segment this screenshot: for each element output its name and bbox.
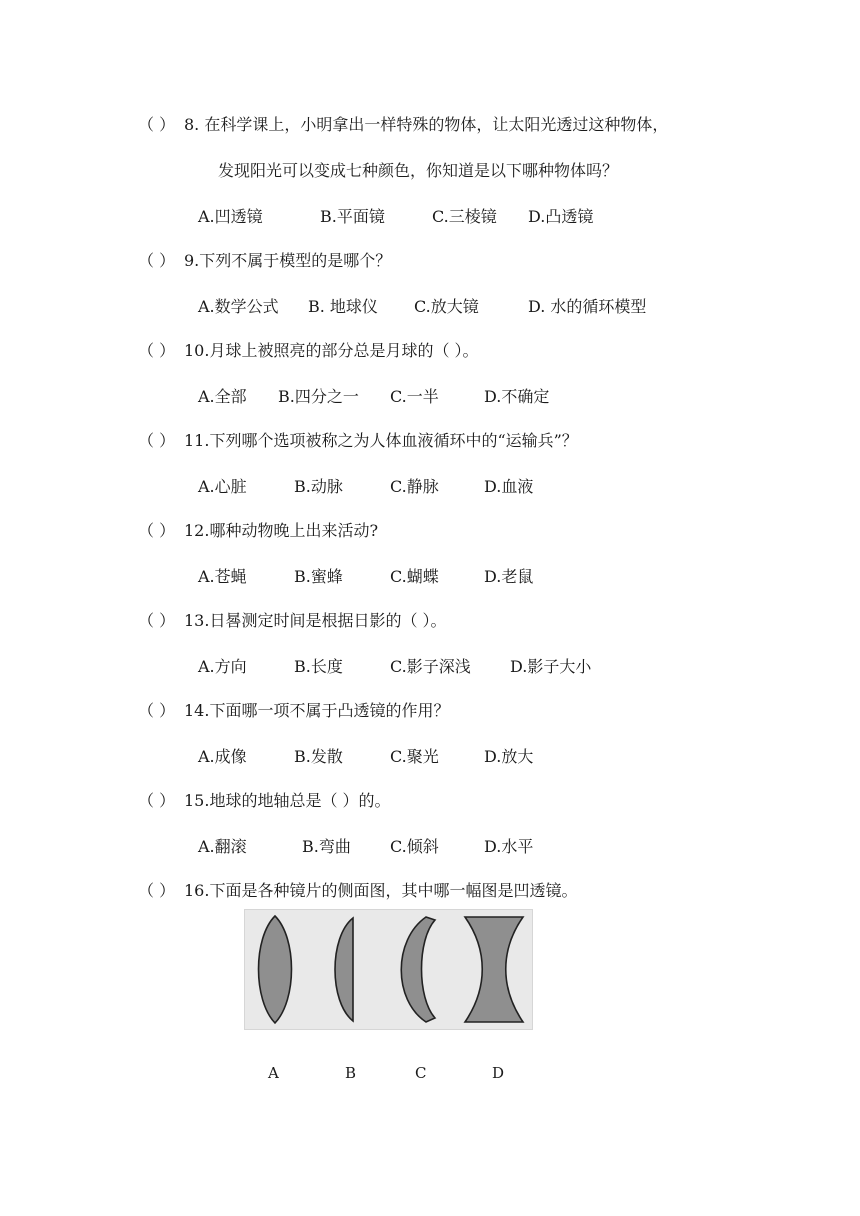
lens-label-a: A [268, 1064, 279, 1082]
option-a[interactable]: A.凹透镜 [198, 207, 263, 226]
option-d[interactable]: D.凸透镜 [528, 207, 594, 226]
option-b[interactable]: B.发散 [294, 747, 343, 766]
question-text: 13.日晷测定时间是根据日影的（ ）。 [184, 611, 447, 630]
answer-blank[interactable]: （ ） [138, 701, 176, 720]
option-c[interactable]: C.一半 [390, 387, 439, 406]
lens-d-biconcave [465, 917, 523, 1022]
answer-blank[interactable]: （ ） [138, 251, 176, 270]
option-c[interactable]: C.倾斜 [390, 837, 439, 856]
answer-blank[interactable]: （ ） [138, 115, 176, 134]
lens-figure [244, 909, 533, 1030]
option-d[interactable]: D. 水的循环模型 [528, 297, 647, 316]
question-text: 15.地球的地轴总是（ ）的。 [184, 791, 391, 810]
question-text: 8. 在科学课上，小明拿出一样特殊的物体，让太阳光透过这种物体， [184, 115, 669, 134]
option-a[interactable]: A.心脏 [198, 477, 247, 496]
option-b[interactable]: B.动脉 [294, 477, 343, 496]
answer-blank[interactable]: （ ） [138, 611, 176, 630]
option-b[interactable]: B.平面镜 [320, 207, 385, 226]
option-a[interactable]: A.全部 [198, 387, 247, 406]
option-d[interactable]: D.水平 [484, 837, 534, 856]
option-a[interactable]: A.数学公式 [198, 297, 279, 316]
option-d[interactable]: D.老鼠 [484, 567, 534, 586]
option-c[interactable]: C.静脉 [390, 477, 439, 496]
option-b[interactable]: B.蜜蜂 [294, 567, 343, 586]
option-c[interactable]: C.聚光 [390, 747, 439, 766]
lens-label-c: C [415, 1064, 427, 1082]
answer-blank[interactable]: （ ） [138, 431, 176, 450]
answer-blank[interactable]: （ ） [138, 791, 176, 810]
lens-a-biconvex [259, 916, 292, 1023]
lens-b-plano-convex [335, 918, 353, 1021]
lens-c-meniscus [401, 917, 435, 1022]
option-a[interactable]: A.方向 [198, 657, 247, 676]
question-text: 9.下列不属于模型的是哪个？ [184, 251, 392, 270]
question-text-cont: 发现阳光可以变成七种颜色，你知道是以下哪种物体吗？ [218, 161, 619, 180]
option-b[interactable]: B.弯曲 [302, 837, 351, 856]
question-text: 11.下列哪个选项被称之为人体血液循环中的“运输兵”？ [184, 431, 578, 450]
option-b[interactable]: B.长度 [294, 657, 343, 676]
option-c[interactable]: C.影子深浅 [390, 657, 471, 676]
option-b[interactable]: B. 地球仪 [308, 297, 378, 316]
answer-blank[interactable]: （ ） [138, 881, 176, 900]
option-c[interactable]: C.蝴蝶 [390, 567, 439, 586]
option-a[interactable]: A.苍蝇 [198, 567, 247, 586]
question-text: 14.下面哪一项不属于凸透镜的作用？ [184, 701, 450, 720]
lens-label-d: D [492, 1064, 505, 1082]
option-a[interactable]: A.翻滚 [198, 837, 247, 856]
option-d[interactable]: D.放大 [484, 747, 534, 766]
question-text: 10.月球上被照亮的部分总是月球的（ ）。 [184, 341, 479, 360]
answer-blank[interactable]: （ ） [138, 521, 176, 540]
lens-diagram [245, 910, 532, 1029]
option-b[interactable]: B.四分之一 [278, 387, 359, 406]
option-d[interactable]: D.不确定 [484, 387, 550, 406]
option-c[interactable]: C.放大镜 [414, 297, 479, 316]
lens-label-b: B [345, 1064, 357, 1082]
question-text: 16.下面是各种镜片的侧面图，其中哪一幅图是凹透镜。 [184, 881, 578, 900]
option-d[interactable]: D.血液 [484, 477, 534, 496]
option-d[interactable]: D.影子大小 [510, 657, 592, 676]
option-a[interactable]: A.成像 [198, 747, 247, 766]
option-c[interactable]: C.三棱镜 [432, 207, 497, 226]
question-text: 12.哪种动物晚上出来活动? [184, 521, 379, 540]
answer-blank[interactable]: （ ） [138, 341, 176, 360]
